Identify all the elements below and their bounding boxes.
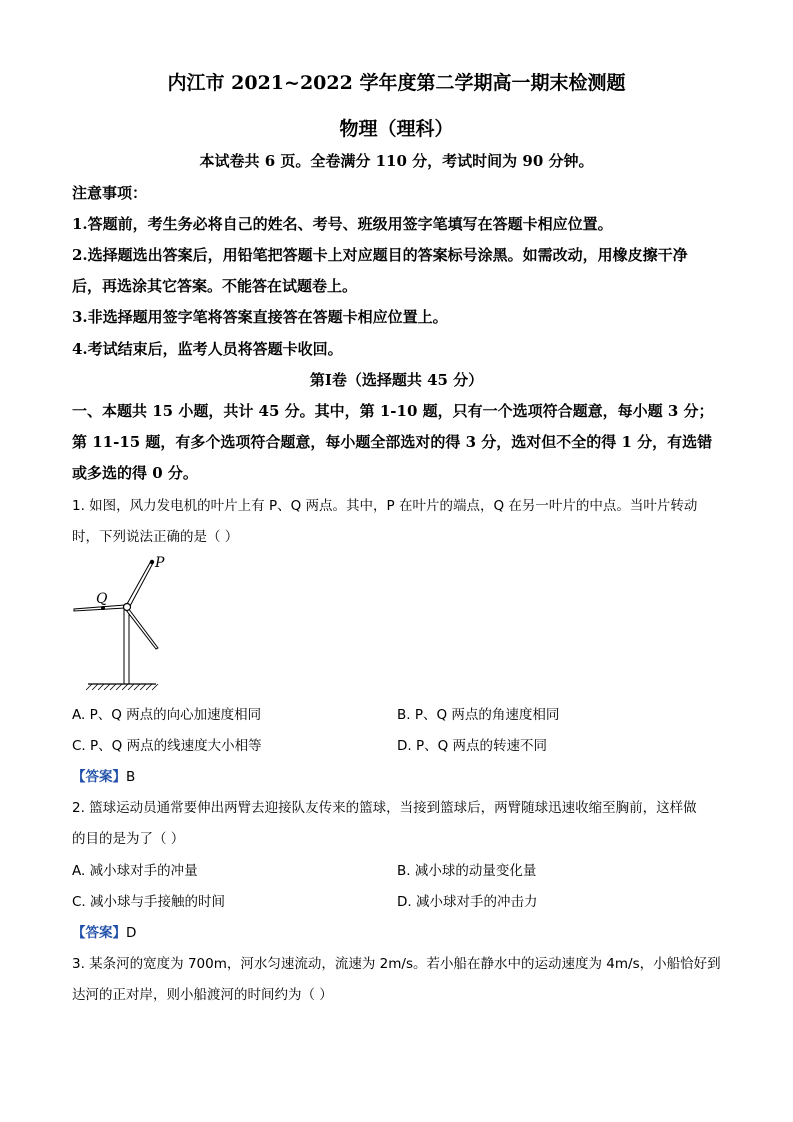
section-instruction: 第 11-15 题，有多个选项符合题意，每小题全部选对的得 3 分，选对但不全的得 1 分，有选错: [72, 433, 713, 451]
answer-value: D: [126, 925, 137, 941]
note-item: 1.答题前，考生务必将自己的姓名、考号、班级用签字笔填写在答题卡相应位置。: [72, 215, 613, 233]
wind-turbine-figure: [70, 552, 170, 692]
note-item: 3.非选择题用签字笔将答案直接答在答题卡相应位置上。: [72, 308, 448, 326]
point-q-label: Q: [96, 591, 108, 607]
note-item: 后，再选涂其它答案。不能答在试题卷上。: [72, 277, 358, 295]
question-2-stem: 2. 篮球运动员通常要伸出两臂去迎接队友传来的篮球，当接到篮球后，两臂随球迅速收缩至胸前，这样做: [72, 800, 697, 816]
question-3-stem-cont: 达河的正对岸，则小船渡河的时间约为（ ）: [72, 987, 333, 1003]
question-3-stem: 3. 某条河的宽度为 700m，河水匀速流动，流速为 2m/s。若小船在静水中的运动速度为 4m/s，小船恰好到: [72, 956, 721, 972]
section-instruction: 或多选的得 0 分。: [72, 464, 198, 482]
question-1-option-b: B. P、Q 两点的角速度相同: [397, 707, 560, 723]
note-item: 4.考试结束后，监考人员将答题卡收回。: [72, 340, 343, 358]
question-1-answer: [72, 765, 135, 785]
question-2-option-a: A. 减小球对手的冲量: [72, 863, 198, 879]
answer-label: 【答案】: [72, 769, 126, 785]
question-2-option-d: D. 减小球对手的冲击力: [397, 894, 538, 910]
section-instruction: 一、本题共 15 小题，共计 45 分。其中，第 1-10 题，只有一个选项符合题意，每小题 3 分；: [72, 402, 714, 420]
question-2-option-b: B. 减小球的动量变化量: [397, 863, 537, 879]
question-1-stem-cont: 时，下列说法正确的是（ ）: [72, 529, 239, 545]
answer-label: 【答案】: [72, 925, 126, 941]
question-2-stem-cont: 的目的是为了（ ）: [72, 831, 185, 847]
exam-info: 本试卷共 6 页。全卷满分 110 分，考试时间为 90 分钟。: [199, 152, 594, 170]
section-title: 第Ⅰ卷（选择题共 45 分）: [309, 371, 484, 389]
answer-value: B: [126, 769, 136, 785]
question-2-option-c: C. 减小球与手接触的时间: [72, 894, 226, 910]
question-1-option-d: D. P、Q 两点的转速不同: [397, 738, 548, 754]
question-1-option-c: C. P、Q 两点的线速度大小相等: [72, 738, 262, 754]
notes-heading: 注意事项：: [72, 184, 148, 202]
question-1-option-a: A. P、Q 两点的向心加速度相同: [72, 707, 262, 723]
point-p-label: P: [155, 555, 165, 571]
question-1-stem: 1. 如图，风力发电机的叶片上有 P、Q 两点。其中，P 在叶片的端点，Q 在另一叶片的中点。当叶片转动: [72, 498, 698, 514]
page-title: 内江市 2021~2022 学年度第二学期高一期末检测题: [167, 72, 626, 94]
question-2-answer: [72, 921, 136, 941]
note-item: 2.选择题选出答案后，用铅笔把答题卡上对应题目的答案标号涂黑。如需改动，用橡皮擦干净: [72, 246, 688, 264]
page-subtitle: 物理（理科）: [339, 118, 454, 140]
